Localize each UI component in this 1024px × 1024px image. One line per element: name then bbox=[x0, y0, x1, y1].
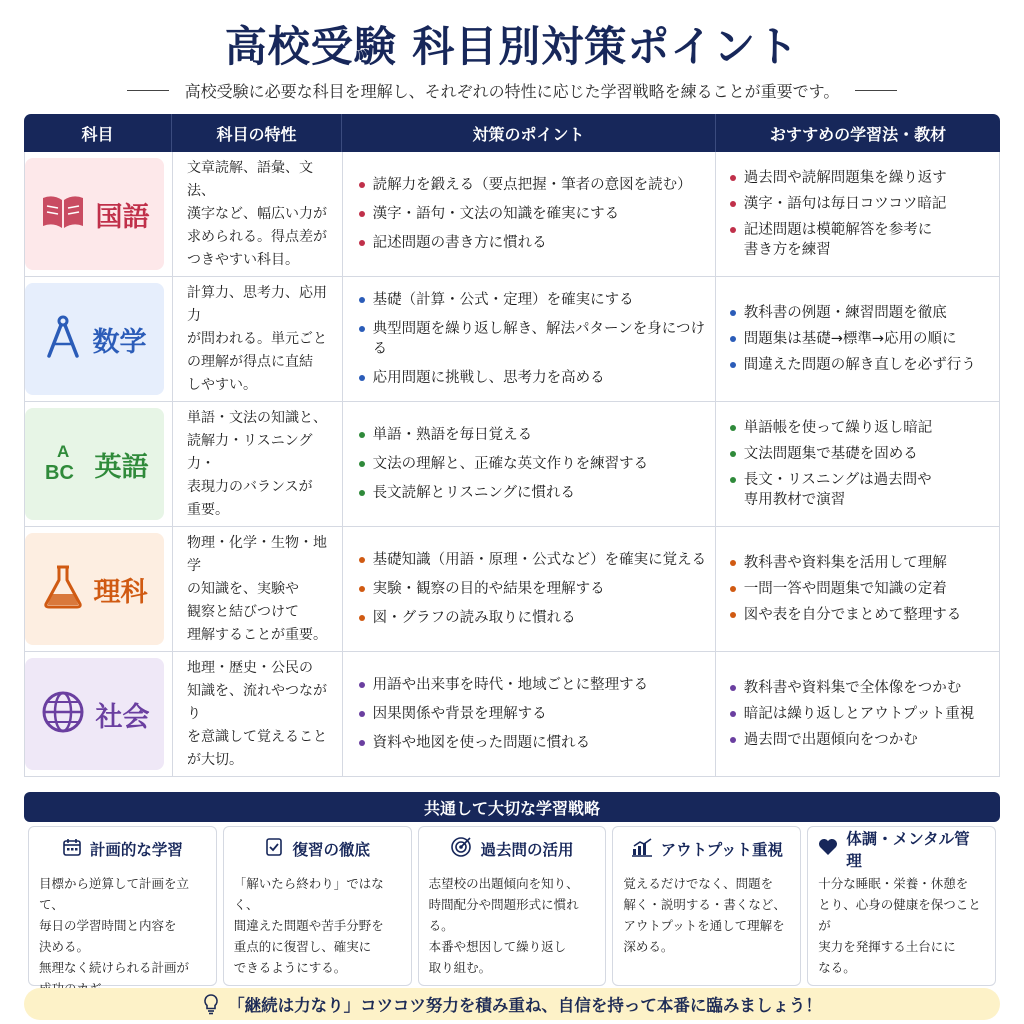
strategy-title: 過去問の活用 bbox=[480, 841, 574, 859]
method-line: 記述問題は模範解答を参考に bbox=[743, 222, 933, 238]
method-line: 過去問や読解問題集を繰り返す bbox=[743, 170, 947, 186]
method-line: 教科書や資料集を活用して理解 bbox=[743, 555, 947, 571]
bullet-dot bbox=[730, 711, 736, 717]
subtitle-rule-left bbox=[127, 90, 169, 91]
target-icon bbox=[450, 836, 472, 862]
strategy-line: 重点的に復習し、確実に bbox=[233, 939, 372, 954]
heart-icon bbox=[818, 838, 838, 860]
subject-badge bbox=[25, 658, 164, 770]
subject-name: 理科 bbox=[93, 576, 148, 608]
trait-line: つきやすい科目。 bbox=[187, 251, 299, 268]
method-line: 過去問で出題傾向をつかむ bbox=[743, 732, 918, 748]
method-text bbox=[744, 168, 947, 188]
strategy-title: 計画的な学習 bbox=[89, 841, 183, 859]
header-traits: 科目の特性 bbox=[172, 114, 342, 152]
method-text bbox=[744, 329, 957, 349]
abc-icon bbox=[41, 439, 85, 489]
subject-name: 数学 bbox=[92, 326, 147, 358]
trait-line: が問われる。単元ごと bbox=[187, 330, 327, 347]
book-icon bbox=[40, 192, 86, 236]
method-text bbox=[744, 553, 947, 573]
method-line: 文法問題集で基礎を固める bbox=[743, 446, 918, 462]
method-line: 書き方を練習 bbox=[743, 242, 831, 258]
strategy-body bbox=[234, 873, 401, 978]
point-text: 典型問題を繰り返し解き、解法パターンを身につける bbox=[372, 321, 705, 357]
strategy-card bbox=[612, 826, 801, 986]
method-text bbox=[744, 678, 962, 698]
strategy-title: 復習の徹底 bbox=[292, 841, 370, 859]
method-text bbox=[744, 355, 976, 375]
strategy-body bbox=[818, 873, 985, 978]
svg-text:BC: BC bbox=[44, 462, 74, 484]
method-text bbox=[744, 579, 947, 599]
point-item bbox=[359, 579, 605, 599]
trait-line: 知識を、流れやつながり bbox=[187, 682, 327, 722]
strategy-line: とり、心身の健康を保つことが bbox=[818, 897, 981, 933]
method-text bbox=[744, 444, 918, 464]
method-line: 長文・リスニングは過去問や bbox=[743, 472, 932, 488]
trait-line: 地理・歴史・公民の bbox=[187, 659, 313, 676]
bullet-dot bbox=[359, 432, 365, 438]
subject-table bbox=[24, 114, 1000, 777]
trait-line: 物理・化学・生物・地学 bbox=[187, 534, 327, 574]
point-text: 応用問題に挑戦し、思考力を高める bbox=[372, 370, 605, 386]
subject-name: 英語 bbox=[94, 451, 149, 483]
methods-cell bbox=[716, 152, 999, 276]
bullet-dot bbox=[359, 711, 365, 717]
subject-badge bbox=[25, 158, 164, 270]
method-text bbox=[744, 194, 947, 214]
header-points: 対策のポイント bbox=[342, 114, 716, 152]
methods-cell bbox=[716, 652, 999, 776]
traits-cell bbox=[173, 402, 343, 526]
point-text: 因果関係や背景を理解する bbox=[372, 706, 547, 722]
subject-cell bbox=[25, 277, 173, 401]
bullet-dot bbox=[359, 240, 365, 246]
method-line: 漢字・語句は毎日コツコツ暗記 bbox=[743, 196, 947, 212]
strategy-line: できるようにする。 bbox=[233, 960, 347, 975]
table-row bbox=[24, 277, 1000, 402]
method-item bbox=[730, 194, 947, 214]
subject-cell bbox=[25, 402, 173, 526]
method-line: 単語帳を使って繰り返し暗記 bbox=[743, 420, 933, 436]
method-line: 教科書の例題・練習問題を徹底 bbox=[743, 305, 947, 321]
table-row bbox=[24, 402, 1000, 527]
lightbulb-icon bbox=[202, 993, 220, 1015]
strategy-card-header bbox=[234, 837, 401, 861]
trait-line: 観察と結びつけて bbox=[187, 603, 299, 620]
bullet-dot bbox=[359, 461, 365, 467]
strategy-title: 体調・メンタル管理 bbox=[846, 830, 970, 870]
point-item bbox=[359, 319, 707, 359]
strategy-title: アウトプット重視 bbox=[660, 841, 784, 859]
bullet-dot bbox=[730, 612, 736, 618]
subject-cell bbox=[25, 152, 173, 276]
bullet-dot bbox=[730, 560, 736, 566]
traits-cell bbox=[173, 652, 343, 776]
point-text: 図・グラフの読み取りに慣れる bbox=[372, 610, 576, 626]
method-item bbox=[730, 355, 976, 375]
subject-name: 国語 bbox=[95, 201, 150, 233]
point-item bbox=[359, 550, 707, 570]
bullet-dot bbox=[359, 740, 365, 746]
strategy-line: 志望校の出題傾向を知り、 bbox=[428, 876, 579, 891]
subject-badge bbox=[25, 533, 164, 645]
bullet-dot bbox=[730, 586, 736, 592]
method-line: 一問一答や問題集で知識の定着 bbox=[743, 581, 947, 597]
method-item bbox=[730, 730, 918, 750]
methods-cell bbox=[716, 402, 999, 526]
bullet-dot bbox=[730, 362, 736, 368]
point-item bbox=[359, 290, 634, 310]
strategy-line: 解く・説明する・書くなど、 bbox=[623, 897, 786, 912]
common-strategy-title: 共通して大切な学習戦略 bbox=[24, 792, 1000, 822]
point-item bbox=[359, 175, 692, 195]
strategy-line: 決める。 bbox=[39, 939, 90, 954]
methods-cell bbox=[716, 277, 999, 401]
point-text: 基礎知識（用語・原理・公式など）を確実に覚える bbox=[372, 552, 707, 568]
strategy-line: 間違えた問題や苦手分野を bbox=[233, 918, 384, 933]
table-row bbox=[24, 652, 1000, 777]
bullet-dot bbox=[730, 477, 736, 483]
method-item bbox=[730, 444, 918, 464]
strategy-line: 覚えるだけでなく、問題を bbox=[623, 876, 774, 891]
method-line: 教科書や資料集で全体像をつかむ bbox=[743, 680, 962, 696]
method-line: 図や表を自分でまとめて整理する bbox=[743, 607, 962, 623]
trait-line: 重要。 bbox=[187, 501, 229, 518]
bullet-dot bbox=[359, 682, 365, 688]
subject-cell bbox=[25, 652, 173, 776]
trait-line: 単語・文法の知識と、 bbox=[187, 409, 327, 426]
point-text: 用語や出来事を時代・地域ごとに整理する bbox=[372, 677, 649, 693]
points-cell bbox=[343, 277, 716, 401]
bullet-dot bbox=[359, 557, 365, 563]
bullet-dot bbox=[359, 375, 365, 381]
strategy-body bbox=[623, 873, 790, 957]
bullet-dot bbox=[359, 326, 365, 332]
point-text: 記述問題の書き方に慣れる bbox=[372, 235, 547, 251]
method-line: 間違えた問題の解き直しを必ず行う bbox=[743, 357, 976, 373]
bullet-dot bbox=[730, 310, 736, 316]
footer-banner bbox=[24, 988, 1000, 1020]
compass-icon bbox=[43, 314, 83, 364]
strategy-body bbox=[429, 873, 596, 978]
strategy-line: なる。 bbox=[818, 960, 856, 975]
bullet-dot bbox=[359, 211, 365, 217]
bullet-dot bbox=[730, 685, 736, 691]
point-text: 基礎（計算・公式・定理）を確実にする bbox=[372, 292, 634, 308]
trait-line: が大切。 bbox=[187, 751, 243, 768]
method-item bbox=[730, 605, 962, 625]
point-item bbox=[359, 733, 591, 753]
method-item bbox=[730, 220, 933, 260]
bullet-dot bbox=[730, 175, 736, 181]
bullet-dot bbox=[730, 201, 736, 207]
trait-line: 漢字など、幅広い力が bbox=[187, 205, 327, 222]
method-text bbox=[744, 704, 975, 724]
trait-line: 文章読解、語彙、文法、 bbox=[187, 159, 313, 199]
method-text bbox=[744, 730, 918, 750]
strategy-line: 無理なく続けられる計画が bbox=[39, 960, 190, 975]
strategy-card-header bbox=[429, 837, 596, 861]
trait-line: の理解が得点に直結 bbox=[187, 353, 313, 370]
point-item bbox=[359, 704, 547, 724]
method-text bbox=[744, 470, 932, 510]
strategy-line: 本番や想因して繰り返し bbox=[428, 939, 567, 954]
page-subtitle bbox=[0, 79, 1024, 102]
strategy-line: 毎日の学習時間と内容を bbox=[39, 918, 177, 933]
strategy-cards bbox=[28, 826, 996, 986]
point-text: 長文読解とリスニングに慣れる bbox=[372, 485, 576, 501]
traits-cell bbox=[173, 152, 343, 276]
strategy-card bbox=[223, 826, 412, 986]
header-subject: 科目 bbox=[24, 114, 172, 152]
point-text: 文法の理解と、正確な英文作りを練習する bbox=[372, 456, 649, 472]
points-cell bbox=[343, 152, 716, 276]
strategy-card-header bbox=[623, 837, 790, 861]
table-row bbox=[24, 527, 1000, 652]
bullet-dot bbox=[730, 227, 736, 233]
calendar-icon bbox=[62, 837, 82, 861]
method-item bbox=[730, 418, 933, 438]
strategy-line: アウトプットを通して理解を bbox=[623, 918, 785, 933]
trait-line: 表現力のバランスが bbox=[187, 478, 313, 495]
subject-name: 社会 bbox=[95, 701, 150, 733]
globe-icon bbox=[40, 689, 86, 739]
trait-line: しやすい。 bbox=[187, 376, 257, 393]
point-item bbox=[359, 233, 547, 253]
trait-line: を意識して覚えること bbox=[187, 728, 327, 745]
method-item bbox=[730, 470, 932, 510]
flask-icon bbox=[42, 564, 84, 614]
point-text: 単語・熟語を毎日覚える bbox=[372, 427, 533, 443]
points-cell bbox=[343, 527, 716, 651]
strategy-line: 十分な睡眠・栄養・休憩を bbox=[818, 876, 969, 891]
header-methods: おすすめの学習法・教材 bbox=[769, 124, 947, 144]
point-text: 漢字・語句・文法の知識を確実にする bbox=[372, 206, 620, 222]
bullet-dot bbox=[730, 737, 736, 743]
svg-text:A: A bbox=[56, 442, 69, 461]
strategy-line: 深める。 bbox=[623, 939, 674, 954]
points-cell bbox=[343, 402, 716, 526]
method-item bbox=[730, 579, 947, 599]
page-title: 高校受験 科目別対策ポイント bbox=[224, 22, 800, 71]
strategy-line: 「解いたら終わり」ではなく、 bbox=[233, 876, 384, 912]
method-line: 問題集は基礎→標準→応用の順に bbox=[743, 331, 957, 347]
points-cell bbox=[343, 652, 716, 776]
strategy-card bbox=[28, 826, 217, 986]
strategy-line: 実力を発揮する土台にに bbox=[818, 939, 956, 954]
strategy-card-header bbox=[818, 830, 985, 870]
bar-chart-icon bbox=[631, 837, 653, 861]
method-item bbox=[730, 329, 957, 349]
method-text bbox=[744, 220, 933, 260]
strategy-card bbox=[807, 826, 996, 986]
bullet-dot bbox=[359, 182, 365, 188]
bullet-dot bbox=[359, 615, 365, 621]
method-line: 専用教材で演習 bbox=[743, 492, 846, 508]
bullet-dot bbox=[359, 586, 365, 592]
method-item bbox=[730, 704, 975, 724]
point-item bbox=[359, 483, 575, 503]
method-text bbox=[744, 605, 962, 625]
table-header bbox=[24, 114, 1000, 152]
strategy-line: 取り組む。 bbox=[428, 960, 492, 975]
trait-line: 求められる。得点差が bbox=[187, 228, 327, 245]
point-text: 実験・観察の目的や結果を理解する bbox=[372, 581, 605, 597]
trait-line: の知識を、実験や bbox=[187, 580, 299, 597]
trait-line: 計算力、思考力、応用力 bbox=[187, 284, 327, 324]
method-item bbox=[730, 168, 947, 188]
point-item bbox=[359, 608, 576, 628]
subject-cell bbox=[25, 527, 173, 651]
point-item bbox=[359, 675, 649, 695]
method-item bbox=[730, 553, 947, 573]
method-text bbox=[744, 418, 933, 438]
method-item bbox=[730, 303, 947, 323]
method-item bbox=[730, 678, 962, 698]
subtitle-text: 高校受験に必要な科目を理解し、それぞれの特性に応じた学習戦略を練ることが重要です。 bbox=[184, 82, 840, 101]
point-text: 読解力を鍛える（要点把握・筆者の意図を読む） bbox=[372, 177, 692, 193]
trait-line: 読解力・リスニング力・ bbox=[187, 432, 313, 472]
bullet-dot bbox=[359, 490, 365, 496]
subject-badge bbox=[25, 408, 164, 520]
bullet-dot bbox=[359, 297, 365, 303]
point-item bbox=[359, 454, 649, 474]
strategy-card bbox=[418, 826, 607, 986]
table-row bbox=[24, 152, 1000, 277]
footer-text: 「継続は力なり」コツコツ努力を積み重ね、自信を持って本番に臨みましょう！ bbox=[228, 996, 822, 1015]
strategy-line: 時間配分や問題形式に慣れる。 bbox=[428, 897, 579, 933]
point-item bbox=[359, 368, 605, 388]
point-text: 資料や地図を使った問題に慣れる bbox=[372, 735, 591, 751]
method-line: 暗記は繰り返しとアウトプット重視 bbox=[743, 706, 975, 722]
trait-line: 理解することが重要。 bbox=[187, 626, 327, 643]
bullet-dot bbox=[730, 336, 736, 342]
method-text bbox=[744, 303, 947, 323]
bullet-dot bbox=[730, 451, 736, 457]
checklist-icon bbox=[264, 837, 284, 861]
strategy-card-header bbox=[39, 837, 206, 861]
methods-cell bbox=[716, 527, 999, 651]
traits-cell bbox=[173, 527, 343, 651]
traits-cell bbox=[173, 277, 343, 401]
point-item bbox=[359, 204, 620, 224]
strategy-line: 目標から逆算して計画を立て、 bbox=[39, 876, 190, 912]
bullet-dot bbox=[730, 425, 736, 431]
strategy-body bbox=[39, 873, 206, 999]
subject-badge bbox=[25, 283, 164, 395]
subtitle-rule-right bbox=[855, 90, 897, 91]
point-item bbox=[359, 425, 533, 445]
